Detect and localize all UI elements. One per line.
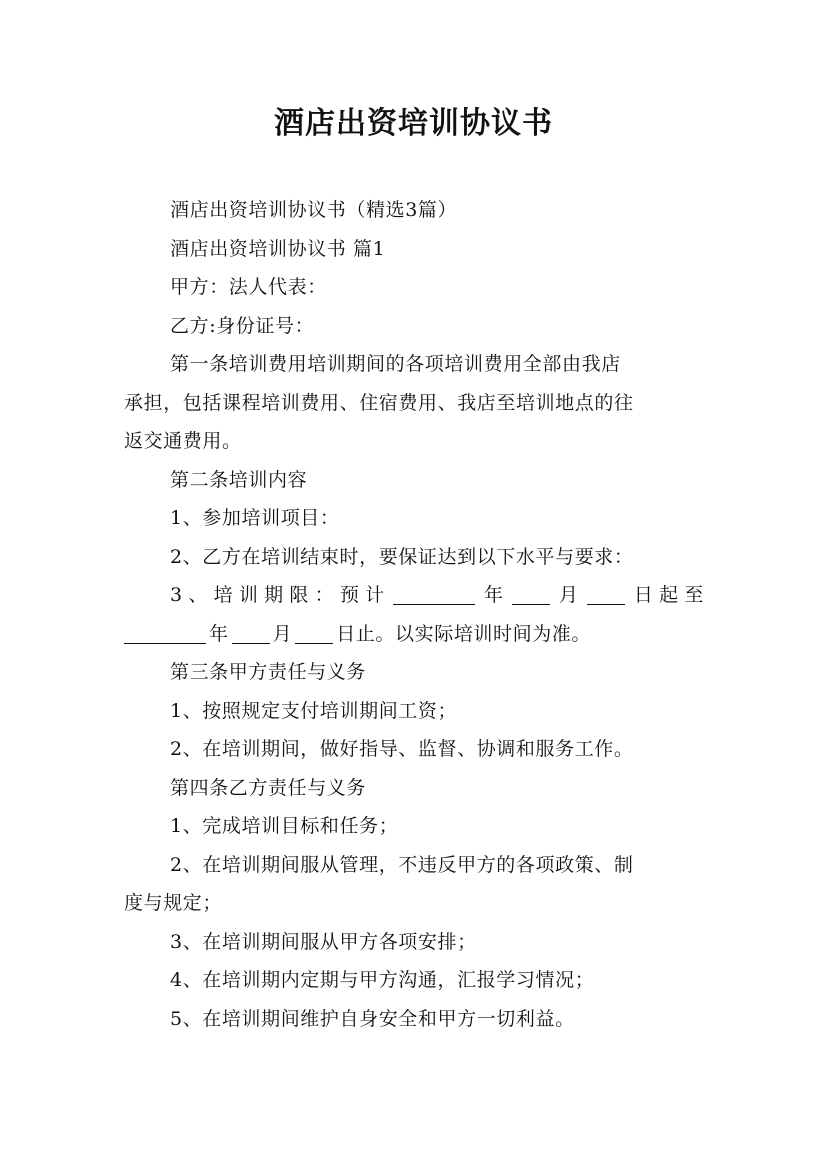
article-3-item-2: 2、在培训期间，做好指导、监督、协调和服务工作。 (170, 738, 634, 760)
blank-start-day[interactable] (587, 582, 625, 605)
article-3-item-1: 1、按照规定支付培训期间工资； (170, 699, 458, 722)
article-1-line-2: 承担，包括课程培训费用、住宿费用、我店至培训地点的往 (124, 391, 634, 414)
article-4-item-2-line-2: 度与规定； (124, 892, 223, 914)
article-4-item-5: 5、在培训期间维护自身安全和甲方一切利益。 (170, 1007, 575, 1030)
article-2-item-2: 2、乙方在培训结束时，要保证达到以下水平与要求： (170, 545, 634, 568)
term-prefix: 3、培训期限：预计 (170, 584, 391, 606)
term-month-label: 月 (553, 584, 585, 606)
term-start-day-label: 日起至 (628, 584, 704, 606)
article-4-item-1: 1、完成培训目标和任务； (170, 815, 399, 837)
blank-end-month[interactable] (232, 621, 270, 644)
document-body (124, 191, 704, 1038)
party-a-line: 甲方：法人代表： (170, 276, 327, 298)
party-b-line: 乙方:身份证号： (170, 314, 315, 337)
article-4-heading: 第四条乙方责任与义务 (170, 776, 367, 799)
article-1-line-1: 第一条培训费用培训期间的各项培训费用全部由我店 (170, 353, 621, 375)
article-1-line-3: 返交通费用。 (124, 430, 242, 452)
term-end-day-label: 日止。以实际培训时间为准。 (336, 622, 592, 645)
document-title: 酒店出资培训协议书 (274, 106, 553, 141)
blank-start-year[interactable] (393, 582, 475, 605)
article-2-heading: 第二条培训内容 (170, 468, 308, 491)
article-4-item-3: 3、在培训期间服从甲方各项安排； (170, 930, 477, 953)
section-heading: 酒店出资培训协议书 篇1 (170, 237, 386, 260)
article-2-item-1: 1、参加培训项目： (170, 507, 340, 529)
article-2-item-3-line-1 (124, 576, 704, 615)
article-4-item-4: 4、在培训期内定期与甲方沟通，汇报学习情况； (170, 969, 595, 991)
blank-start-month[interactable] (512, 582, 550, 605)
subtitle-line: 酒店出资培训协议书（精选3篇） (170, 199, 458, 221)
blank-end-day[interactable] (295, 621, 333, 644)
term-end-month-label: 月 (272, 622, 293, 645)
article-3-heading: 第三条甲方责任与义务 (170, 661, 367, 683)
blank-end-year[interactable] (124, 621, 206, 644)
article-4-item-2-line-1: 2、在培训期间服从管理，不违反甲方的各项政策、制 (170, 853, 634, 876)
article-2-item-3-line-2 (124, 615, 704, 654)
term-end-year-label: 年 (209, 622, 229, 645)
term-year-label: 年 (478, 584, 510, 606)
